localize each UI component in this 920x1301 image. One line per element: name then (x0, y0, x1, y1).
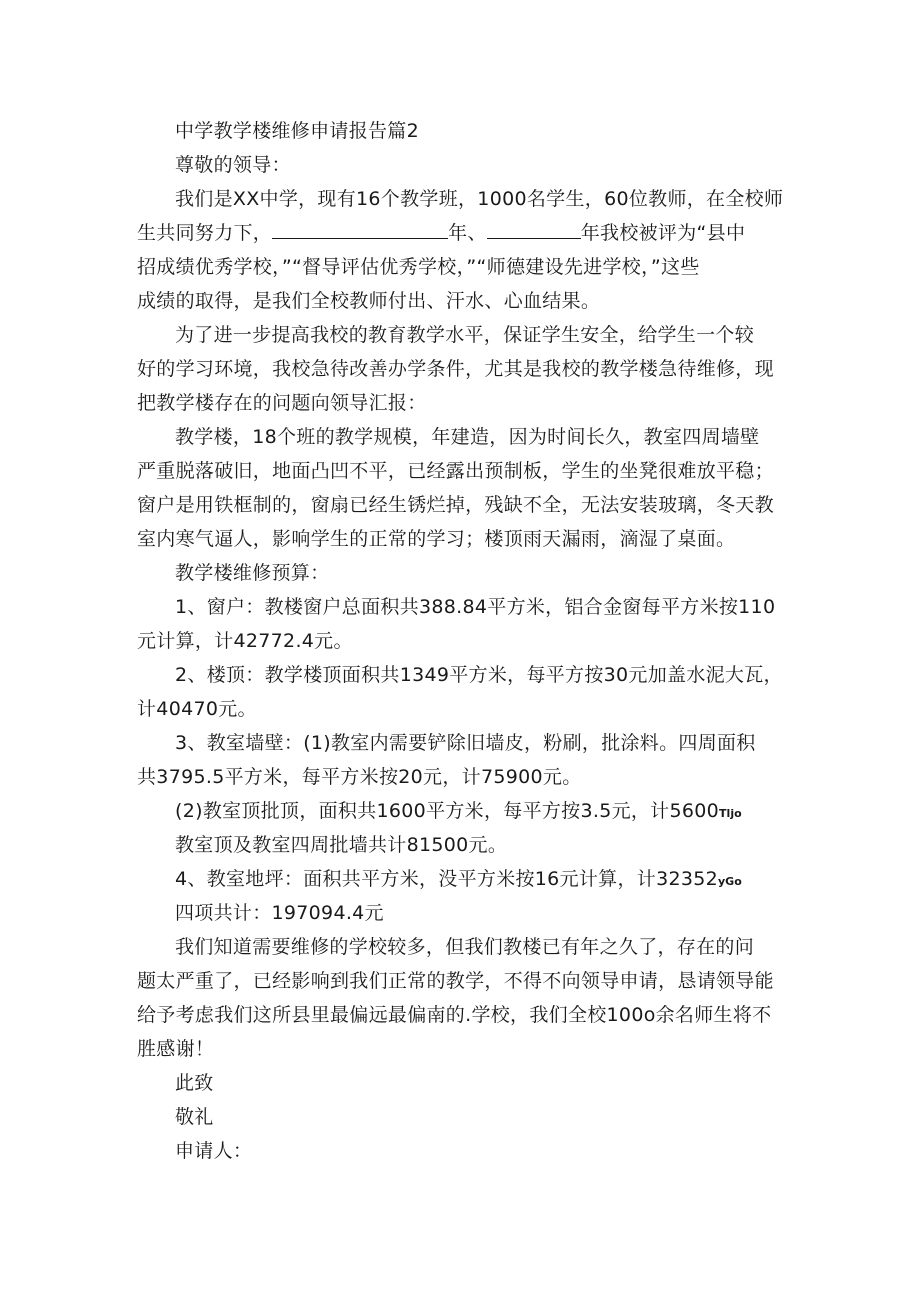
text-segment: 4、教室地坪：面积共平方米，没平方米按16元计算，计32352 (175, 868, 719, 890)
text-line (137, 862, 793, 896)
text-segment: (2)教室顶批顶，面积共1600平方米，每平方按3.5元，计5600 (175, 800, 720, 822)
text-line: 我们是XX中学，现有16个教学班，1000名学生，60位教师，在全校师 (175, 188, 784, 210)
ocr-artifact-text: yGo (718, 875, 742, 888)
text-line (137, 794, 793, 828)
text-segment: 生共同努力下， (137, 222, 273, 244)
document-title: 中学教学楼维修申请报告篇2 (175, 120, 419, 142)
text-line: 我们知道需要维修的学校较多，但我们教楼已有年之久了，存在的问 (175, 936, 755, 958)
text-line: 计40470元。 (137, 698, 257, 720)
budget-item-roof (137, 658, 793, 726)
text-line: 给予考虑我们这所县里最偏远最偏南的.学校，我们全校100o余名师生将不 (137, 1004, 772, 1026)
text-line: 把教学楼存在的问题向领导汇报： (137, 392, 427, 414)
budget-total: 四项共计：197094.4元 (175, 902, 384, 924)
text-segment: 年、 (448, 222, 487, 244)
salutation: 尊敬的领导： (175, 154, 291, 176)
closing-phrase: 此致 (175, 1072, 214, 1094)
text-line: 共3795.5平方米，每平方米按20元，计75900元。 (137, 766, 582, 788)
text-line: 教室顶及教室四周批墙共计81500元。 (175, 834, 508, 856)
ocr-artifact-text: Tljo (719, 807, 742, 820)
text-line: 严重脱落破旧，地面凸凹不平，已经露出预制板，学生的坐凳很难放平稳； (137, 460, 774, 482)
text-line: 胜感谢！ (137, 1038, 215, 1060)
text-line: 好的学习环境，我校急待改善办学条件，尤其是我校的教学楼急待维修，现 (137, 358, 774, 380)
text-segment: 年我校被评为“县中 (580, 222, 746, 244)
text-line: 室内寒气逼人，影响学生的正常的学习；楼顶雨天漏雨，滴湿了桌面。 (137, 528, 736, 550)
text-line: 为了进一步提高我校的教育教学水平，保证学生安全，给学生一个较 (175, 324, 755, 346)
budget-item-walls (137, 726, 793, 862)
text-line-with-blanks (137, 216, 793, 250)
year-blank-2 (487, 220, 581, 239)
text-line: 3、教室墙壁：(1)教室内需要铲除旧墙皮，粉刷，批涂料。四周面积 (175, 732, 756, 754)
paragraph-closing (137, 930, 793, 1066)
text-line: 题太严重了，已经影响到我们正常的教学，不得不向领导申请，恳请领导能 (137, 970, 774, 992)
budget-item-windows (137, 590, 793, 658)
text-line: 教学楼，18个班的教学规模，年建造，因为时间长久，教室四周墙壁 (175, 426, 760, 448)
paragraph-problems (137, 420, 793, 556)
paragraph-purpose (137, 318, 793, 420)
document-body (137, 114, 793, 1168)
text-line: 2、楼顶：教学楼顶面积共1349平方米，每平方按30元加盖水泥大瓦， (175, 664, 783, 686)
paragraph-intro (137, 182, 793, 318)
closing-salute: 敬礼 (175, 1106, 214, 1128)
text-line: 招成绩优秀学校，”“督导评估优秀学校，”“师德建设先进学校，”这些 (137, 256, 700, 278)
budget-heading: 教学楼维修预算： (175, 562, 330, 584)
text-line: 元计算，计42772.4元。 (137, 630, 353, 652)
budget-item-floor (137, 862, 793, 896)
year-blank-1 (272, 220, 448, 239)
text-line: 1、窗户：教楼窗户总面积共388.84平方米，铝合金窗每平方米按110 (175, 596, 776, 618)
text-line: 成绩的取得，是我们全校教师付出、汗水、心血结果。 (137, 290, 601, 312)
text-line: 窗户是用铁框制的，窗扇已经生锈烂掉，残缺不全，无法安装玻璃，冬天教 (137, 494, 774, 516)
applicant-label: 申请人： (175, 1140, 253, 1162)
